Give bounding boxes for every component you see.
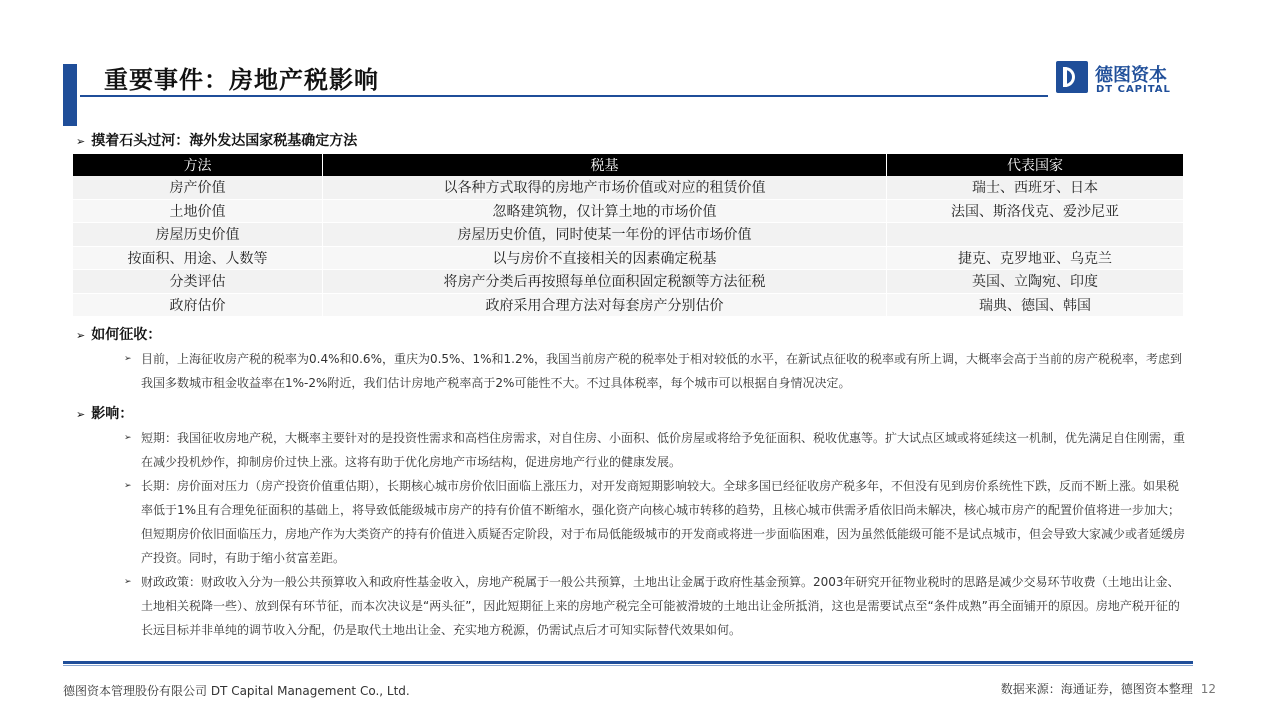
list-item — [124, 347, 1186, 395]
table-header: 方法 — [73, 154, 323, 176]
footer-source — [1001, 680, 1216, 697]
bullet-arrow-icon: ➢ — [76, 408, 86, 421]
table-cell: 法国、斯洛伐克、爱沙尼亚 — [887, 199, 1184, 223]
table-row — [73, 293, 1184, 317]
table-cell: 按面积、用途、人数等 — [73, 246, 323, 270]
section-heading-collection: ➢ 如何征收： — [76, 327, 162, 343]
table-row — [73, 223, 1184, 247]
title-divider — [80, 95, 1048, 97]
table-cell: 英国、立陶宛、印度 — [887, 270, 1184, 294]
table-row — [73, 246, 1184, 270]
table-row — [73, 270, 1184, 294]
paragraph-text: 目前，上海征收房产税的税率为0.4%和0.6%，重庆为0.5%、1%和1.2%，我国当前房产税的税率处于相对较低的水平，在新试点征收的税率或有所上调，大概率会高于当前的房产税税率，考虑到我国多数城市租金收益率在1%-2%附近，我们估计房地产税率高于2%可能性不大。不过具体税率，每个城市可以根据自身情况决定。 — [141, 352, 1182, 390]
table-cell: 房屋历史价值，同时使某一年份的评估市场价值 — [323, 223, 887, 247]
table-cell: 分类评估 — [73, 270, 323, 294]
table-cell: 瑞典、德国、韩国 — [887, 293, 1184, 317]
table-cell: 以各种方式取得的房地产市场价值或对应的租赁价值 — [323, 176, 887, 199]
table-header: 税基 — [323, 154, 887, 176]
table-cell: 政府采用合理方法对每套房产分别估价 — [323, 293, 887, 317]
table-cell — [887, 223, 1184, 247]
sub-bullet-arrow-icon: ➢ — [124, 433, 132, 443]
title-accent-bar — [63, 64, 77, 126]
footer-divider-thin — [63, 665, 1193, 666]
table-cell: 忽略建筑物，仅计算土地的市场价值 — [323, 199, 887, 223]
page-title: 重要事件：房地产税影响 — [104, 66, 379, 94]
table-cell: 政府估价 — [73, 293, 323, 317]
bullet-arrow-icon: ➢ — [76, 329, 86, 342]
footer-divider — [63, 661, 1193, 664]
table-cell: 瑞士、西班牙、日本 — [887, 176, 1184, 199]
bullet-arrow-icon: ➢ — [76, 135, 86, 148]
logo-d-icon — [1056, 61, 1088, 93]
table-header: 代表国家 — [887, 154, 1184, 176]
company-logo — [1056, 61, 1186, 101]
section-heading-tax-base: ➢ 摸着石头过河：海外发达国家税基确定方法 — [76, 133, 358, 149]
table-header-row — [73, 154, 1184, 176]
table-cell: 房屋历史价值 — [73, 223, 323, 247]
section-heading-impact: ➢ 影响： — [76, 406, 134, 422]
table-row — [73, 176, 1184, 199]
footer-company: 德图资本管理股份有限公司 DT Capital Management Co., Ltd. — [63, 684, 410, 698]
sub-bullet-arrow-icon: ➢ — [124, 354, 132, 364]
list-item — [124, 570, 1186, 642]
paragraph-text: 长期：房价面对压力（房产投资价值重估期），长期核心城市房价依旧面临上涨压力，对开发商短期影响较大。全球多国已经征收房产税多年，不但没有见到房价系统性下跌，反而不断上涨。如果税率低于1%且有合理免征面积的基础上，将导致低能级城市房产的持有价值不断缩水，强化资产向核心城市转移的趋势，且核心城市供需矛盾依旧尚未解决，核心城市房产的配置价值将进一步加大；但短期房价依旧面临压力，房地产作为大类资产的持有价值进入质疑否定阶段，对于布局低能级城市的开发商或将进一步面临困难，因为虽然低能级可能不是试点城市，但会导致大家减少或者延缓房产投资。同时，有助于缩小贫富差距。 — [141, 479, 1186, 565]
table-cell: 将房产分类后再按照每单位面积固定税额等方法征税 — [323, 270, 887, 294]
list-item — [124, 426, 1186, 474]
page-number: 12 — [1200, 682, 1216, 696]
table-cell: 以与房价不直接相关的因素确定税基 — [323, 246, 887, 270]
paragraph-text: 短期：我国征收房地产税，大概率主要针对的是投资性需求和高档住房需求，对自住房、小面积、低价房屋或将给予免征面积、税收优惠等。扩大试点区域或将延续这一机制，优先满足自住刚需，重在减少投机炒作，抑制房价过快上涨。这将有助于优化房地产市场结构，促进房地产行业的健康发展。 — [141, 431, 1186, 469]
logo-text-cn: 德图资本 — [1095, 65, 1167, 86]
table-cell: 土地价值 — [73, 199, 323, 223]
list-item — [124, 474, 1186, 570]
table-cell: 房产价值 — [73, 176, 323, 199]
paragraph-text: 财政政策：财政收入分为一般公共预算收入和政府性基金收入，房地产税属于一般公共预算，土地出让金属于政府性基金预算。2003年研究开征物业税时的思路是减少交易环节收费（土地出让金、土地相关税降一些）、放到保有环节征，而本次决议是“两头征”，因此短期征上来的房地产税完全可能被滑坡的土地出让金所抵消，这也是需要试点至“条件成熟”再全面铺开的原因。房地产税开征的长远目标并非单纯的调节收入分配，仍是取代土地出让金、充实地方税源，仍需试点后才可知实际替代效果如何。 — [141, 575, 1180, 637]
logo-text-en: DT CAPITAL — [1096, 84, 1171, 95]
table-cell: 捷克、克罗地亚、乌克兰 — [887, 246, 1184, 270]
table-row — [73, 199, 1184, 223]
source-note: 数据来源：海通证券，德图资本整理 — [1000, 682, 1193, 696]
sub-bullet-arrow-icon: ➢ — [124, 577, 132, 587]
tax-base-table — [73, 154, 1184, 317]
sub-bullet-arrow-icon: ➢ — [124, 481, 132, 491]
